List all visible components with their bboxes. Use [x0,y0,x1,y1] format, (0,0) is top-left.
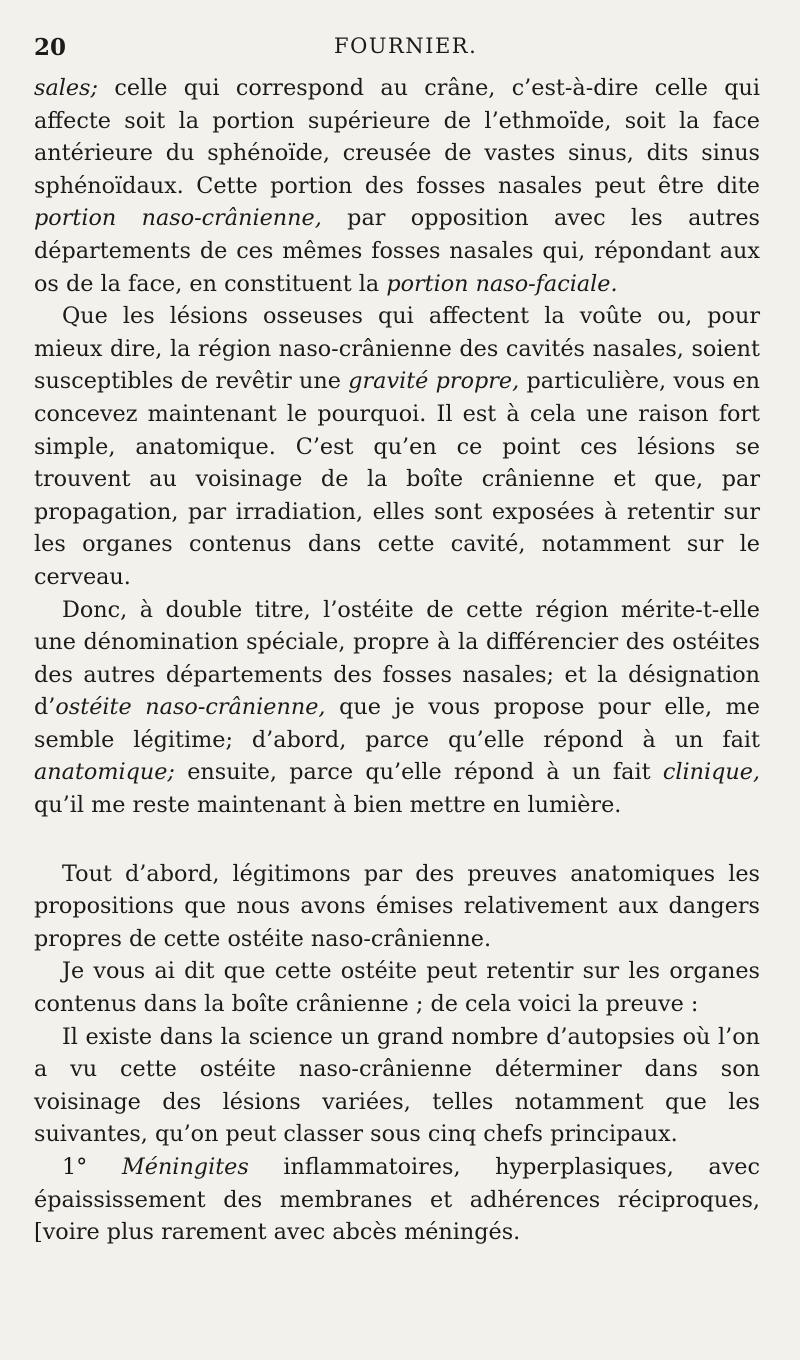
paragraph [34,72,760,300]
text-run: Tout d’abord, légitimons par des preuves anatomiques les propositions que nous avons émises relativement aux dangers propres de cette ostéite naso-crânienne. [34,860,760,952]
paragraph [34,1021,760,1151]
italic-text: Méningites [121,1154,249,1180]
text-run: que je vous propose pour elle, me semble légitime; d’abord, parce qu’elle répond à un fait [34,694,761,753]
body-text [34,72,760,1249]
text-run: ensuite, parce qu’elle répond à un fait [174,759,663,786]
italic-text: ostéite naso-crânienne, [55,694,326,721]
text-run: Que les lésions osseuses qui affectent la voûte ou, pour mieux dire, la région naso-crânienne des cavités nasales, soient susceptibles de revêtir une [34,303,760,395]
italic-text: clinique, [662,759,760,786]
paragraph [34,858,760,956]
text-run: Je vous ai dit que cette ostéite peut retentir sur les organes contenus dans la boîte crânienne ; de cela voici la preuve : [34,958,760,1018]
text-run: celle qui correspond au crâne, c’est-à-dire celle qui affecte soit la portion supérieure de l’ethmoïde, soit la face antérieure du sphénoïde, creusée de vastes sinus, dits sinus sphénoïdaux. Cette portion des fosses nasales peut être dite [34,75,760,199]
text-run: particulière, vous en concevez maintenant le pourquoi. Il est à cela une raison fort simple, anatomique. C’est qu’en ce point ces lésions se trouvent au voisinage de la boîte crânienne et que, par propagation, par irradiation, elles sont exposées à retentir sur les organes contenus dans cette cavité, notamment sur le cerveau. [34,368,761,590]
text-run: inflammatoires, hyperplasiques, avec épaississement des membranes et adhérences réciproques, [voire plus rarement avec abcès méningés. [34,1154,760,1246]
paragraph [34,300,760,593]
paragraph [34,594,760,822]
text-run: 1° [62,1154,122,1180]
paragraph [34,955,760,1020]
page-header [34,34,760,64]
italic-text: portion naso-faciale. [386,270,618,297]
italic-text: anatomique; [34,759,175,786]
text-run: Il existe dans la science un grand nombre d’autopsies où l’on a vu cette ostéite naso-crânienne déterminer dans son voisinage des lésions variées, telles notamment que les suivantes, qu’on peut classer sous cinq chefs principaux. [34,1023,760,1148]
text-run: par opposition avec les autres départements de ces mêmes fosses nasales qui, répondant aux os de la face, en constituent la [34,205,760,297]
italic-text: portion naso-crânienne, [34,205,322,232]
italic-text: gravité propre, [348,368,520,395]
running-head: FOURNIER. [334,34,478,58]
page-number: 20 [34,34,67,61]
text-run: qu’il me reste maintenant à bien mettre en lumière. [34,792,622,819]
italic-text: sales; [34,75,99,101]
text-run: Donc, à double titre, l’ostéite de cette région mérite-t-elle une dénomination spéciale, propre à la différencier des ostéites des autres départements des fosses nasales; et la désignation d’ [34,596,760,721]
paragraph [34,1151,760,1249]
